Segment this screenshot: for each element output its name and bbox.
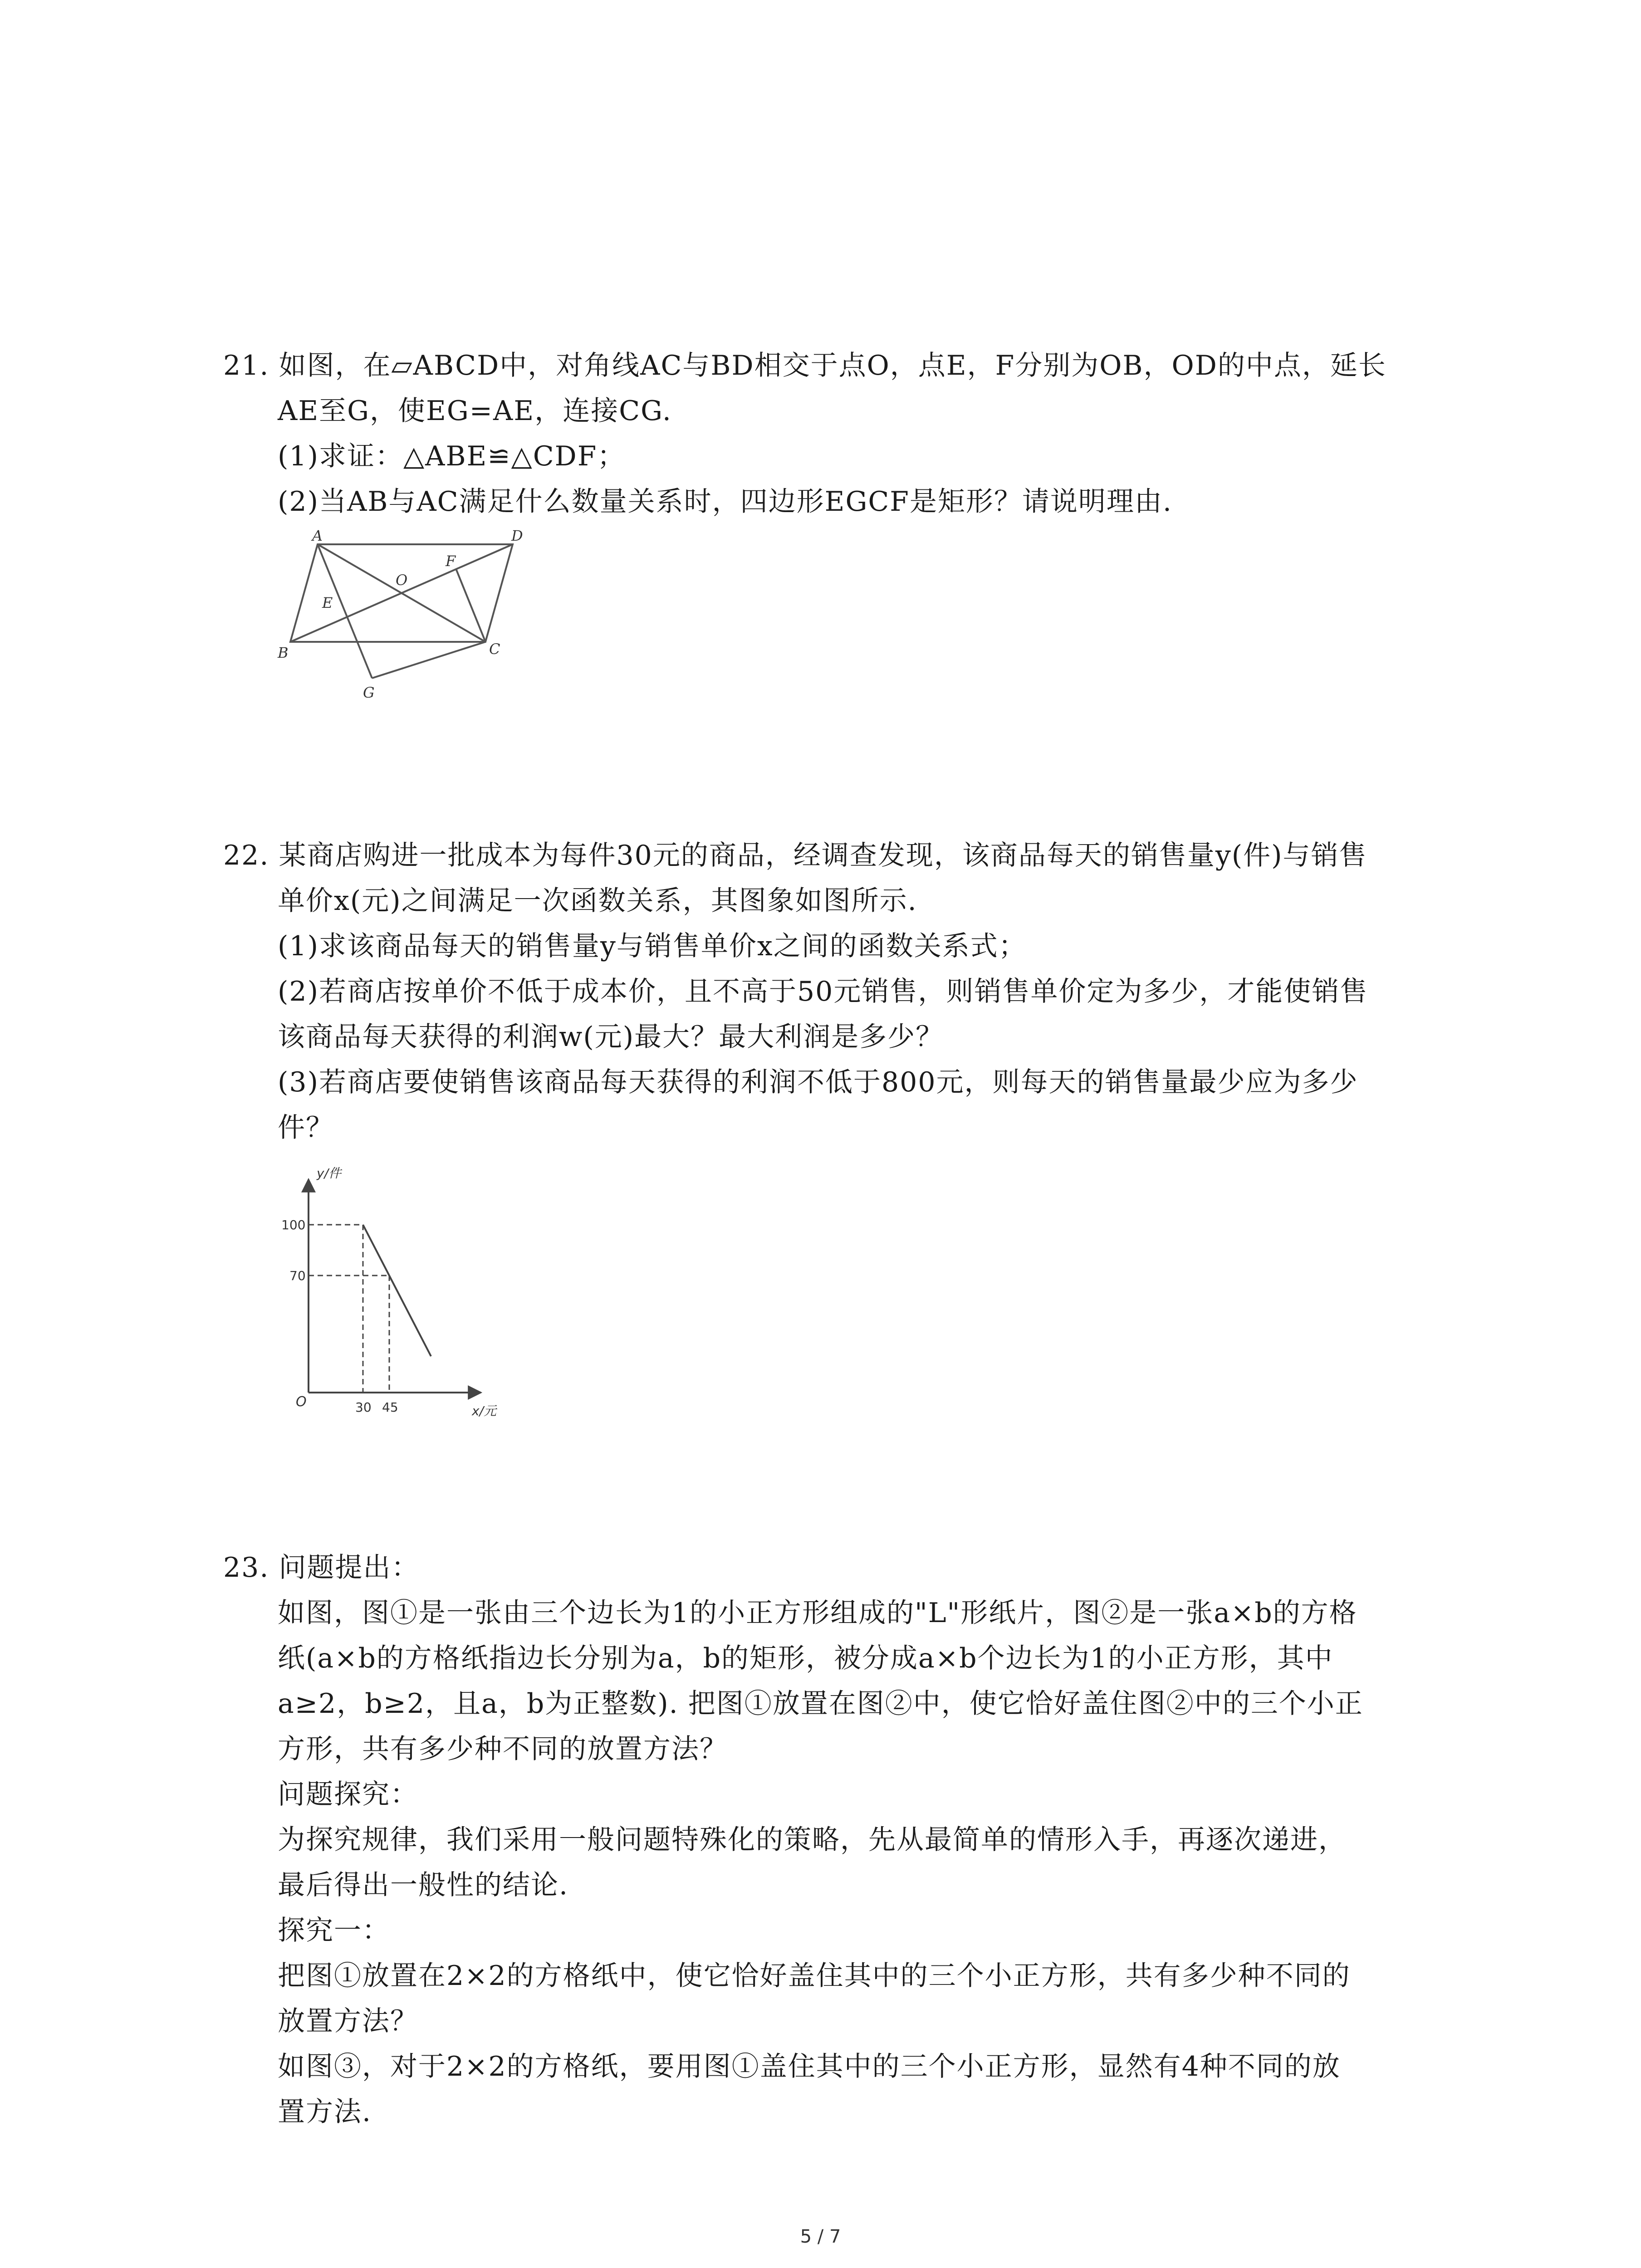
q23-line7: 为探究规律，我们采用一般问题特殊化的策略，先从最简单的情形入手，再逐次递进， [278,1824,1347,1856]
x-tick-45: 45 [382,1400,398,1415]
x-axis-label: x/元 [472,1403,497,1418]
label-B: B [278,644,289,661]
y-tick-100: 100 [281,1217,306,1232]
q22-line1: 22. 某商店购进一批成本为每件30元的商品，经调查发现，该商品每天的销售量y(件)与销售 [223,840,1367,871]
label-D: D [511,527,523,544]
label-C: C [489,640,500,658]
q22-line2: 单价x(元)之间满足一次函数关系，其图象如图所示. [278,885,917,917]
q23-line12: 如图③，对于2×2的方格纸，要用图①盖住其中的三个小正方形，显然有4种不同的放 [278,2051,1341,2082]
q22-sub3b: 件？ [278,1112,334,1144]
label-E: E [322,594,333,611]
q22-sub2a: (2)若商店按单价不低于成本价，且不高于50元销售，则销售单价定为多少，才能使销售 [278,976,1368,1007]
q22-sales-graph [272,1161,526,1424]
q21-line2: AE至G，使EG=AE，连接CG. [278,395,672,427]
label-O: O [396,572,408,589]
q23-line9: 探究一： [278,1915,390,1946]
origin-label: O [296,1394,307,1410]
q23-line2: 如图，图①是一张由三个边长为1的小正方形组成的"L"形纸片，图②是一张a×b的方格 [278,1597,1357,1629]
q22-sub3a: (3)若商店要使销售该商品每天获得的利润不低于800元，则每天的销售量最少应为多少 [278,1066,1358,1098]
q21-parallelogram-figure [268,526,540,717]
q23-line1: 23. 问题提出： [223,1552,420,1584]
q23-line8: 最后得出一般性的结论. [278,1869,569,1901]
q23-line6: 问题探究： [278,1779,418,1810]
q23-line3: 纸(a×b的方格纸指边长分别为a，b的矩形，被分成a×b个边长为1的小正方形，其中 [278,1642,1333,1674]
q23-line11: 放置方法？ [278,2005,418,2037]
page-number: 5 / 7 [800,2226,841,2247]
q23-line13: 置方法. [278,2096,372,2128]
q22-sub1: (1)求该商品每天的销售量y与销售单价x之间的函数关系式； [278,930,1027,962]
q22-sub2b: 该商品每天获得的利润w(元)最大？最大利润是多少？ [278,1021,944,1053]
q23-line10: 把图①放置在2×2的方格纸中，使它恰好盖住其中的三个小正方形，共有多少种不同的 [278,1960,1351,1992]
y-axis-label: y/件 [317,1166,342,1181]
q21-sub1: (1)求证：△ABE≌△CDF； [278,440,626,472]
x-tick-30: 30 [355,1400,372,1415]
label-G: G [363,684,375,701]
q21-sub2: (2)当AB与AC满足什么数量关系时，四边形EGCF是矩形？请说明理由. [278,486,1172,518]
label-A: A [312,527,323,544]
q21-line1: 21. 如图，在▱ABCD中，对角线AC与BD相交于点O，点E，F分别为OB，OD的中点，延长 [223,350,1386,381]
q23-line4: a≥2，b≥2，且a，b为正整数). 把图①放置在图②中，使它恰好盖住图②中的三个小正 [278,1688,1363,1720]
label-F: F [446,552,456,570]
q23-line5: 方形，共有多少种不同的放置方法？ [278,1733,728,1765]
y-tick-70: 70 [289,1268,306,1283]
